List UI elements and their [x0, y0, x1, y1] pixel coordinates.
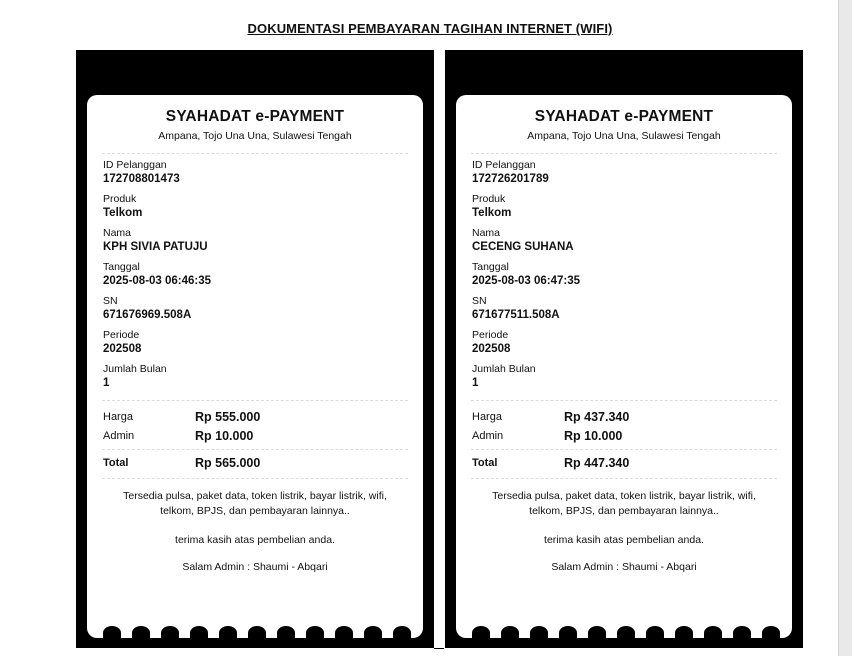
- company-address: Ampana, Tojo Una Una, Sulawesi Tengah: [527, 130, 721, 142]
- field-value: 2025-08-03 06:46:35: [103, 275, 212, 287]
- field-label: Tanggal: [103, 261, 140, 273]
- receipt-image-2: [445, 50, 803, 648]
- promo-text: Tersedia pulsa, paket data, token listrik, bayar listrik, wifi, telkom, BPJS, dan pembayaran lainnya..: [123, 490, 387, 517]
- receipt-scalloped-edge: [87, 626, 423, 640]
- field-label: SN: [472, 295, 487, 307]
- receipt-image-1: [76, 50, 434, 648]
- admin-row: [472, 426, 776, 445]
- greeting-text: Salam Admin : Shaumi - Abqari: [182, 561, 328, 573]
- harga-label: Harga: [103, 410, 133, 423]
- field-label: Periode: [103, 329, 140, 341]
- company-name: SYAHADAT e-PAYMENT: [534, 108, 714, 125]
- field-value: 671677511.508A: [472, 309, 560, 321]
- receipt-footer: [87, 489, 423, 573]
- greeting-text: Salam Admin : Shaumi - Abqari: [551, 561, 697, 573]
- thanks-text: terima kasih atas pembelian anda.: [175, 534, 335, 546]
- admin-value: Rp 10.000: [195, 428, 254, 443]
- harga-value: Rp 437.340: [564, 409, 630, 424]
- total-value: Rp 447.340: [564, 456, 630, 470]
- receipt-fields: [87, 154, 423, 391]
- field-label: Periode: [472, 329, 509, 341]
- receipt-card: [87, 95, 423, 638]
- field-label: Tanggal: [472, 261, 509, 273]
- field-value: 671676969.508A: [103, 309, 192, 321]
- field-label: Produk: [472, 193, 506, 205]
- amounts: [87, 401, 423, 445]
- field-label: Nama: [103, 227, 132, 239]
- field-value: KPH SIVIA PATUJU: [103, 241, 208, 253]
- receipt-footer: [456, 489, 792, 573]
- text-cursor-mark: [434, 648, 444, 649]
- receipt-fields: [456, 154, 792, 391]
- divider: [471, 478, 777, 479]
- divider: [102, 478, 408, 479]
- receipt-card: [456, 95, 792, 638]
- field-label: ID Pelanggan: [103, 159, 167, 171]
- field-label: SN: [103, 295, 118, 307]
- harga-row: [103, 407, 407, 426]
- harga-row: [472, 407, 776, 426]
- field-label: Jumlah Bulan: [103, 363, 167, 375]
- admin-row: [103, 426, 407, 445]
- field-value: 2025-08-03 06:47:35: [472, 275, 581, 287]
- admin-label: Admin: [472, 429, 504, 442]
- field-value: 1: [472, 377, 479, 389]
- amounts: [456, 401, 792, 445]
- field-value: 172726201789: [472, 173, 549, 185]
- thanks-text: terima kasih atas pembelian anda.: [544, 534, 704, 546]
- field-label: Nama: [472, 227, 501, 239]
- total-label: Total: [472, 457, 498, 469]
- page-edge: [838, 0, 852, 656]
- field-value: 202508: [472, 343, 511, 355]
- admin-value: Rp 10.000: [564, 428, 623, 443]
- field-label: ID Pelanggan: [472, 159, 536, 171]
- total-row: [456, 450, 792, 473]
- total-row: [87, 450, 423, 473]
- field-value: CECENG SUHANA: [472, 241, 574, 253]
- document-title: DOKUMENTASI PEMBAYARAN TAGIHAN INTERNET (WIFI): [247, 21, 613, 36]
- field-label: Jumlah Bulan: [472, 363, 536, 375]
- total-label: Total: [103, 457, 129, 469]
- company-address: Ampana, Tojo Una Una, Sulawesi Tengah: [158, 130, 352, 142]
- field-value: Telkom: [103, 207, 143, 219]
- field-value: 202508: [103, 343, 142, 355]
- field-label: Produk: [103, 193, 137, 205]
- harga-value: Rp 555.000: [195, 409, 261, 424]
- receipt-scalloped-edge: [456, 626, 792, 640]
- field-value: 1: [103, 377, 110, 389]
- company-name: SYAHADAT e-PAYMENT: [165, 108, 345, 125]
- harga-label: Harga: [472, 410, 502, 423]
- total-value: Rp 565.000: [195, 456, 261, 470]
- admin-label: Admin: [103, 429, 135, 442]
- promo-text: Tersedia pulsa, paket data, token listrik, bayar listrik, wifi, telkom, BPJS, dan pembayaran lainnya..: [492, 490, 756, 517]
- field-value: 172708801473: [103, 173, 180, 185]
- field-value: Telkom: [472, 207, 512, 219]
